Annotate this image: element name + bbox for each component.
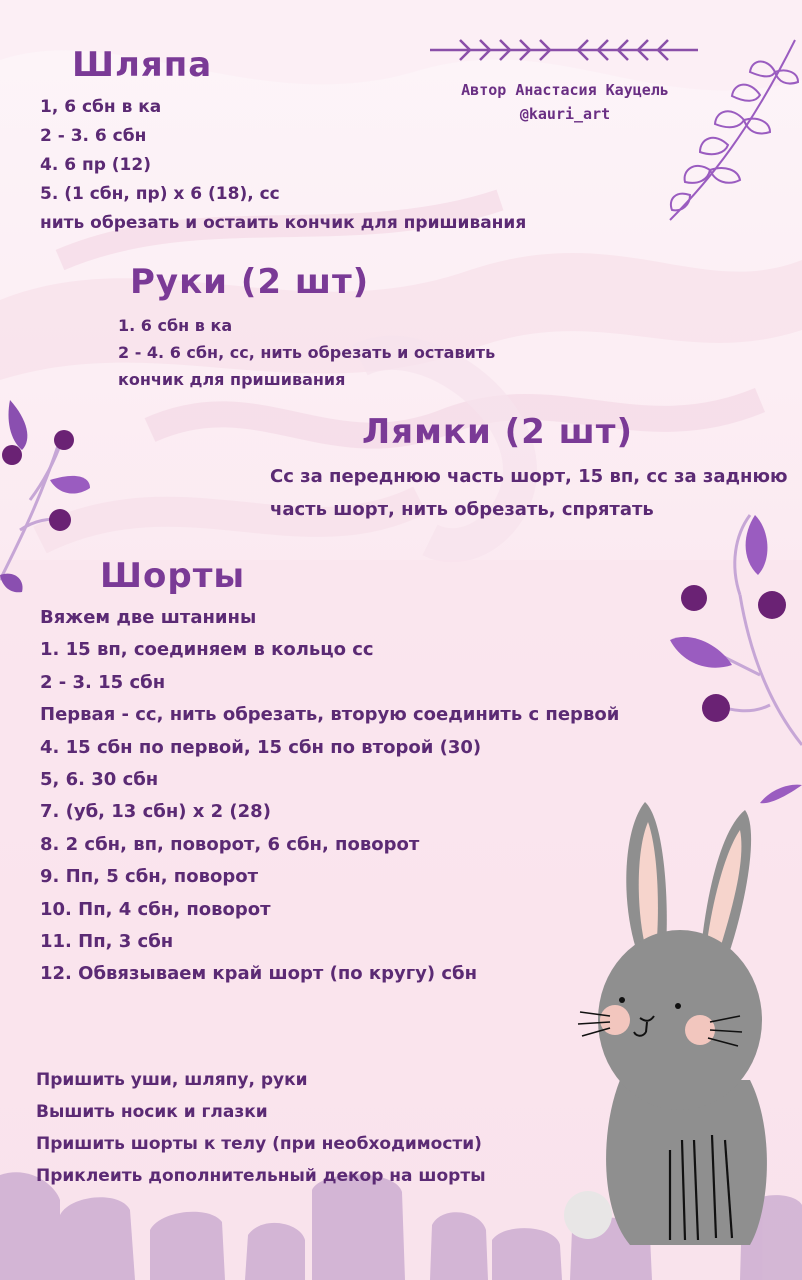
finishing-line: Приклеить дополнительный декор на шорты bbox=[36, 1166, 486, 1186]
shorts-line: 9. Пп, 5 сбн, поворот bbox=[40, 866, 259, 888]
finishing-line: Пришить уши, шляпу, руки bbox=[36, 1070, 308, 1090]
arms-instructions bbox=[118, 312, 495, 393]
shorts-line: 4. 15 сбн по первой, 15 сбн по второй (30) bbox=[40, 736, 482, 758]
arms-line: 2 - 4. 6 сбн, сс, нить обрезать и оставить bbox=[118, 343, 496, 362]
hat-line: 5. (1 сбн, пр) х 6 (18), сс bbox=[40, 184, 280, 204]
hat-instructions bbox=[40, 93, 526, 238]
berry-branch-icon bbox=[660, 505, 802, 805]
finishing-line: Вышить носик и глазки bbox=[36, 1102, 268, 1122]
shorts-line: 7. (уб, 13 сбн) х 2 (28) bbox=[40, 801, 271, 823]
author-name: Автор Анастасия Кауцель bbox=[461, 81, 669, 99]
berry-branch-icon bbox=[0, 380, 110, 600]
arms-line: 1. 6 сбн в ка bbox=[118, 316, 233, 335]
hat-line: нить обрезать и остаить кончик для пришивания bbox=[40, 213, 527, 233]
hat-title: Шляпа bbox=[72, 45, 213, 85]
shorts-line: Первая - сс, нить обрезать, вторую соединить с первой bbox=[40, 704, 620, 726]
arms-line: кончик для пришивания bbox=[118, 370, 346, 389]
swash-divider-icon bbox=[430, 36, 698, 64]
shorts-line: 11. Пп, 3 сбн bbox=[40, 931, 174, 953]
shorts-line: 1. 15 вп, соединяем в кольцо сс bbox=[40, 639, 374, 661]
shorts-line: 10. Пп, 4 сбн, поворот bbox=[40, 898, 271, 920]
shorts-instructions bbox=[40, 602, 619, 991]
straps-instructions bbox=[270, 460, 787, 526]
arms-title: Руки (2 шт) bbox=[130, 262, 370, 302]
shorts-line: 2 - 3. 15 сбн bbox=[40, 671, 166, 693]
straps-line: часть шорт, нить обрезать, спрятать bbox=[270, 499, 654, 520]
straps-title: Лямки (2 шт) bbox=[362, 412, 633, 452]
shorts-title: Шорты bbox=[100, 556, 246, 596]
straps-line: Сс за переднюю часть шорт, 15 вп, сс за заднюю bbox=[270, 466, 788, 487]
finishing-line: Пришить шорты к телу (при необходимости) bbox=[36, 1134, 482, 1154]
shorts-line: 8. 2 сбн, вп, поворот, 6 сбн, поворот bbox=[40, 833, 420, 855]
hat-line: 4. 6 пр (12) bbox=[40, 155, 151, 175]
hat-line: 1, 6 сбн в ка bbox=[40, 97, 162, 117]
shorts-line: 12. Обвязываем край шорт (по кругу) сбн bbox=[40, 963, 478, 985]
finishing-instructions bbox=[36, 1064, 486, 1192]
author-handle: @kauri_art bbox=[519, 105, 611, 123]
shorts-line: Вяжем две штанины bbox=[40, 607, 257, 628]
hat-line: 2 - 3. 6 сбн bbox=[40, 126, 147, 146]
shorts-line: 5, 6. 30 сбн bbox=[40, 769, 159, 791]
